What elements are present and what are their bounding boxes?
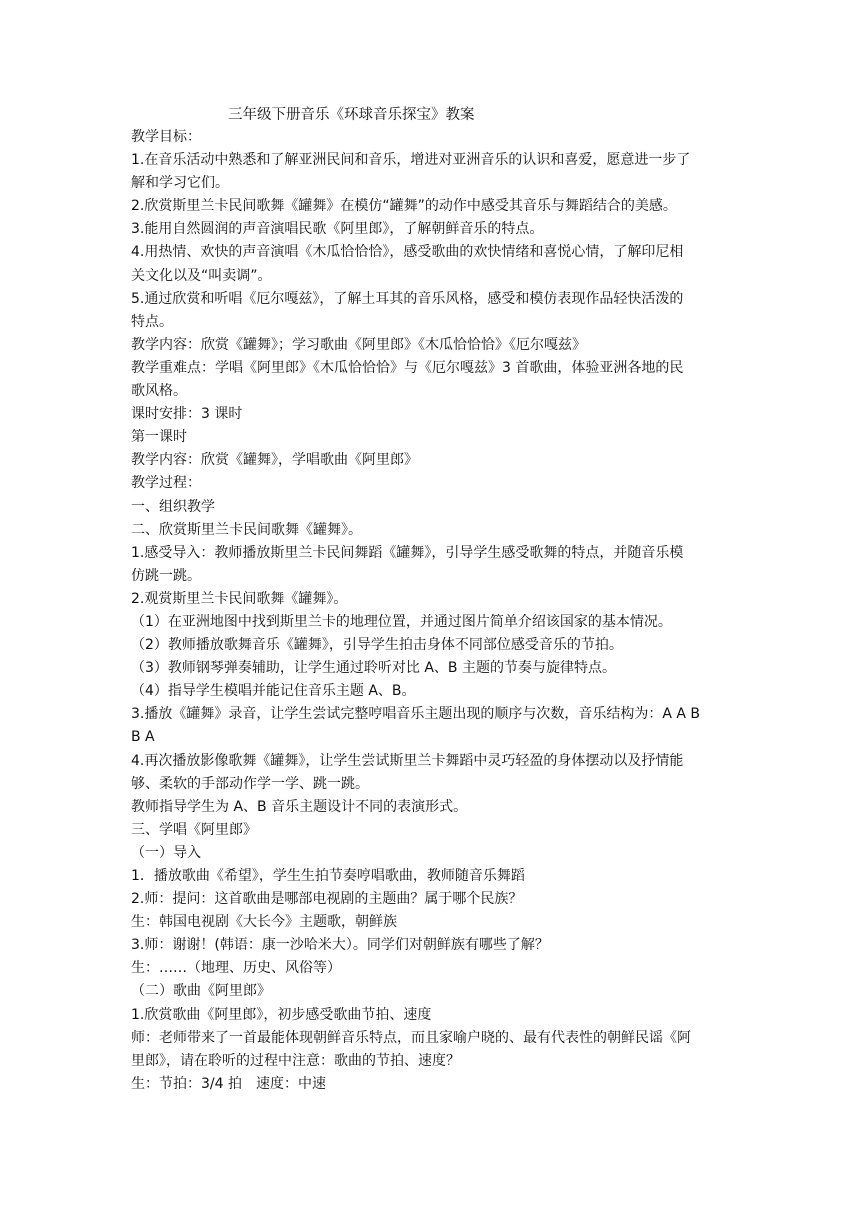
text-line: （4）指导学生模唱并能记住音乐主题 A、B。 [131,683,416,700]
text-line: 第一课时 [131,429,187,446]
text-line: 生：节拍：3/4 拍 速度：中速 [131,1075,326,1092]
document-title: 三年级下册音乐《环球音乐探宝》教案 [228,107,475,123]
text-line: 特点。 [131,313,173,330]
text-line: 3.播放《罐舞》录音，让学生尝试完整哼唱音乐主题出现的顺序与次数，音乐结构为：A A B [131,706,701,723]
text-line: 教学内容：欣赏《罐舞》，学唱歌曲《阿里郎》 [131,452,418,469]
text-line: 3.师：谢谢！(韩语：康一沙哈米大）。同学们对朝鲜族有哪些了解？ [131,937,549,954]
text-line: （二）歌曲《阿里郎》 [131,983,271,1000]
text-line: 生：韩国电视剧《大长今》主题歌，朝鲜族 [131,914,397,931]
text-line: 2.观赏斯里兰卡民间歌舞《罐舞》。 [131,590,348,607]
text-line: 课时安排：3 课时 [131,406,243,423]
text-line: （3）教师钢琴弹奏辅助，让学生通过聆听对比 A、B 主题的节奏与旋律特点。 [131,660,616,677]
text-line: （2）教师播放歌舞音乐《罐舞》，引导学生拍击身体不同部位感受音乐的节拍。 [131,637,623,654]
text-line: 仿跳一跳。 [131,567,201,584]
text-line: 4.用热情、欢快的声音演唱《木瓜恰恰恰》，感受歌曲的欢快情绪和喜悦心情，了解印尼相 [131,244,684,261]
text-line: 教学内容：欣赏《罐舞》；学习歌曲《阿里郎》《木瓜恰恰恰》《厄尔嘎兹》 [131,336,586,353]
text-line: 师：老师带来了一首最能体现朝鲜音乐特点，而且家喻户晓的、最有代表性的朝鲜民谣《阿 [131,1029,691,1046]
text-line: 够、柔软的手部动作学一学、跳一跳。 [131,775,369,792]
text-line: 2.师：提问：这首歌曲是哪部电视剧的主题曲？属于哪个民族？ [131,891,523,908]
text-line: 解和学习它们。 [131,175,229,192]
text-line: 生：……（地理、历史、风俗等） [131,960,341,977]
text-line: 2.欣赏斯里兰卡民间歌舞《罐舞》在模仿“罐舞”的动作中感受其音乐与舞蹈结合的美感。 [131,198,677,215]
text-line: 教学目标： [131,129,201,145]
text-line: 1.感受导入：教师播放斯里兰卡民间舞蹈《罐舞》，引导学生感受歌舞的特点，并随音乐模 [131,544,684,561]
text-line: 里郎》，请在聆听的过程中注意：歌曲的节拍、速度？ [131,1052,460,1069]
text-line: 三、学唱《阿里郎》 [131,821,257,838]
text-line: 5.通过欣赏和听唱《厄尔嘎兹》，了解土耳其的音乐风格，感受和模仿表现作品轻快活泼的 [131,290,684,307]
text-line: 1.欣赏歌曲《阿里郎》，初步感受歌曲节拍、速度 [131,1006,432,1023]
text-line: （一）导入 [131,844,201,861]
text-line: 1．播放歌曲《希望》，学生生拍节奏哼唱歌曲，教师随音乐舞蹈 [131,868,525,884]
text-line: 1.在音乐活动中熟悉和了解亚洲民间和音乐，增进对亚洲音乐的认识和喜爱，愿意进一步了 [131,152,691,169]
text-line: 4.再次播放影像歌舞《罐舞》，让学生尝试斯里兰卡舞蹈中灵巧轻盈的身体摆动以及抒情能 [131,752,684,769]
text-line: 3.能用自然圆润的声音演唱民歌《阿里郎》，了解朝鲜音乐的特点。 [131,221,544,238]
document-body [131,126,733,1096]
text-line: 二、欣赏斯里兰卡民间歌舞《罐舞》。 [131,521,362,538]
text-line: （1）在亚洲地图中找到斯里兰卡的地理位置，并通过图片简单介绍该国家的基本情况。 [131,613,672,630]
text-line: 关文化以及“叫卖调”。 [131,267,272,284]
text-line: 教师指导学生为 A、B 音乐主题设计不同的表演形式。 [131,798,468,815]
text-line: 歌风格。 [131,383,187,400]
text-line: 教学过程： [131,475,201,492]
text-line: B A [131,729,155,746]
text-line: 一、组织教学 [131,498,215,515]
text-line: 教学重难点：学唱《阿里郎》《木瓜恰恰恰》与《厄尔嘎兹》3 首歌曲，体验亚洲各地的民 [131,359,684,376]
